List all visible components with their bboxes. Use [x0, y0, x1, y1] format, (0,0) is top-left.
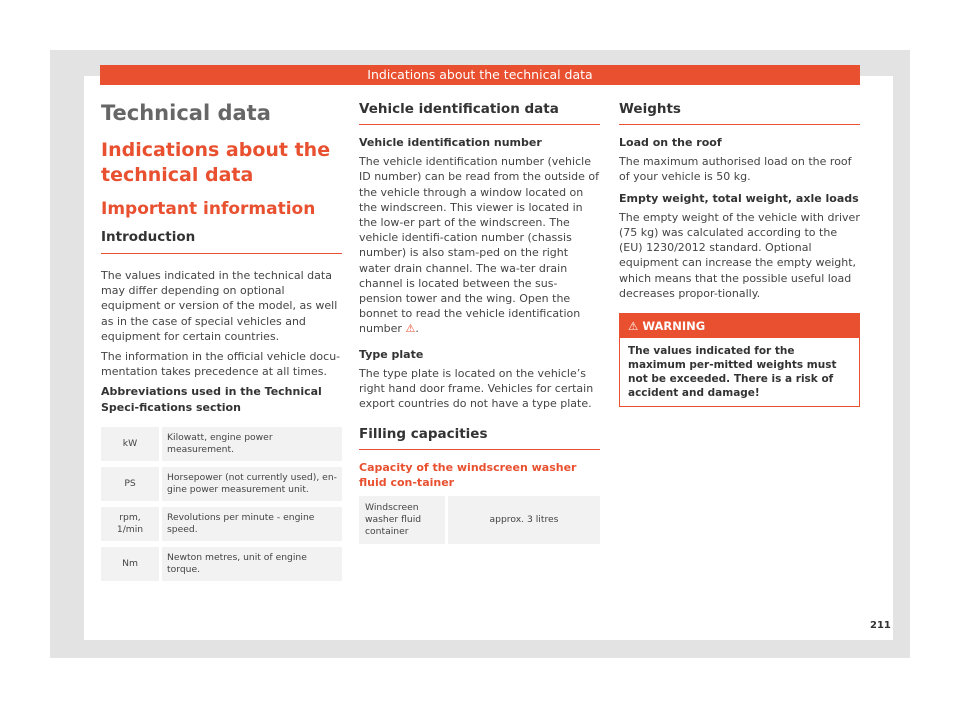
warning-header	[620, 314, 859, 338]
intro-heading: Introduction	[101, 228, 342, 254]
abbr-value: Kilowatt, engine power measurement.	[162, 427, 342, 461]
fill-key: Windscreen washer fluid container	[359, 496, 448, 544]
column-2	[359, 96, 600, 544]
empty-weight-subheading: Empty weight, total weight, axle loads	[619, 191, 859, 205]
running-header: Indications about the technical data	[100, 65, 860, 85]
vin-text: The vehicle identification number (vehicle ID number) can be read from the outside of the vehicle through a window located on the windscreen. This viewer is located in the low-er part of the windscreen. The vehicle identifi-cation number (chassis number) is also stam-ped on the right water drain channel. The wa-ter drain channel is located between the sus-pension tower and the wing. Open the bonnet to read the vehicle identification number	[359, 155, 599, 336]
page-number: 211	[870, 620, 891, 631]
filling-table	[359, 496, 600, 544]
warning-text: The values indicated for the maximum per-mitted weights must not be exceeded. There is a risk of accident and damage!	[628, 345, 837, 400]
section-title: Indications about the technical data	[101, 139, 331, 186]
abbr-key: rpm, 1/min	[101, 507, 162, 541]
abbreviations-heading: Abbreviations used in the Technical Speci-fications section	[101, 385, 322, 414]
intro-paragraph-1: The values indicated in the technical data may differ depending on optional equipment or version of the model, as well as in the case of special vehicles and equipment for certain countries.	[101, 269, 338, 343]
warning-icon: ⚠	[628, 319, 639, 334]
table-row	[101, 427, 342, 461]
filling-capacities-heading: Filling capacities	[359, 421, 600, 450]
vin-subheading: Vehicle identification number	[359, 136, 542, 149]
empty-weight-paragraph: The empty weight of the vehicle with driver (75 kg) was calculated according to the (EU) 1230/2012 standard. Optional equipment can increase the empty weight, which means that the possible useful load decreases propor-tionally.	[619, 210, 860, 300]
type-plate-subheading: Type plate	[359, 347, 424, 361]
fill-value: approx. 3 litres	[448, 496, 600, 544]
table-row	[101, 467, 342, 501]
weights-heading: Weights	[619, 96, 860, 125]
roof-load-paragraph: The maximum authorised load on the roof of your vehicle is 50 kg.	[619, 155, 852, 184]
abbr-key: kW	[101, 427, 162, 461]
abbr-key: PS	[101, 467, 162, 501]
roof-load-subheading: Load on the roof	[619, 136, 722, 149]
column-3	[619, 96, 860, 407]
vin-paragraph	[359, 154, 600, 336]
abbr-key: Nm	[101, 547, 162, 581]
abbr-value: Revolutions per minute - engine speed.	[162, 507, 342, 541]
washer-capacity-subheading: Capacity of the windscreen washer fluid con-tainer	[359, 461, 577, 490]
warning-label: WARNING	[642, 319, 706, 334]
table-row	[101, 507, 342, 541]
type-plate-paragraph: The type plate is located on the vehicle’s right hand door frame. Vehicles for certain export countries do not have a type plate.	[359, 366, 594, 411]
abbr-value: Newton metres, unit of engine torque.	[162, 547, 342, 581]
warning-box	[619, 313, 860, 407]
vin-end: .	[415, 322, 419, 336]
abbr-value: Horsepower (not currently used), en-gine power measurement unit.	[162, 467, 342, 501]
abbreviations-table	[101, 421, 342, 587]
chapter-title: Technical data	[101, 101, 271, 125]
table-row	[359, 496, 600, 544]
subsection-title: Important information	[101, 199, 316, 219]
warning-triangle-icon[interactable]: ⚠	[405, 322, 416, 336]
intro-paragraph-2: The information in the official vehicle docu-mentation takes precedence at all times.	[101, 350, 341, 379]
table-row	[101, 547, 342, 581]
column-1	[101, 96, 342, 587]
vehicle-id-heading: Vehicle identification data	[359, 96, 600, 125]
